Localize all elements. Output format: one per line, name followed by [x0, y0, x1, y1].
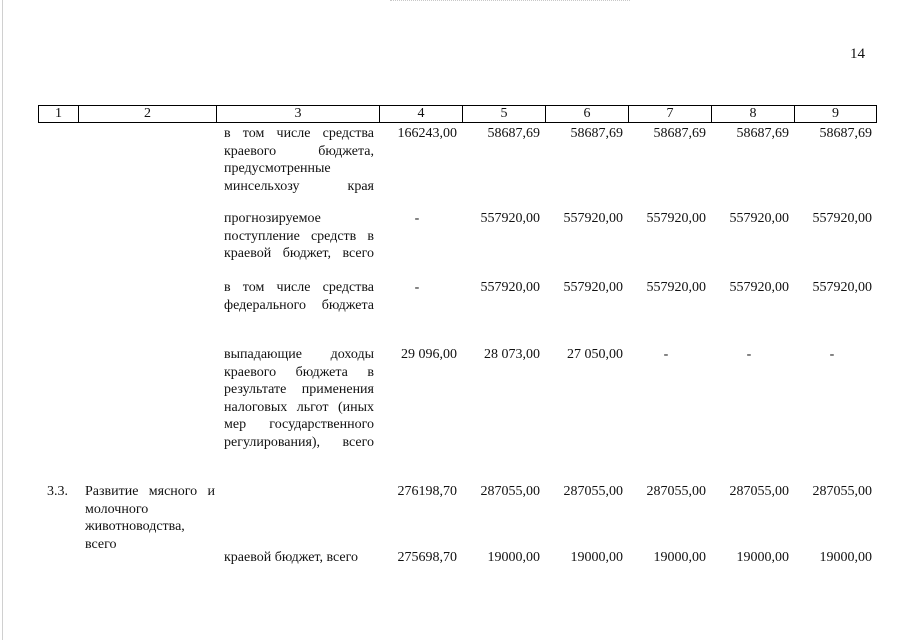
- row-description: в том числе средства краевого бюджета, предусмотренные минсельхозу края: [224, 126, 374, 194]
- row-value-col7: 58687,69: [653, 126, 706, 141]
- row-value-col8: 287055,00: [729, 484, 789, 499]
- row-value-col4: 276198,70: [397, 484, 457, 499]
- row-value-col6: 287055,00: [563, 484, 623, 499]
- row-value-col5: 28 073,00: [484, 347, 540, 362]
- page-number: 14: [850, 46, 865, 62]
- row-number: 3.3.: [47, 484, 68, 499]
- header-col-6: 6: [546, 106, 629, 123]
- row-value-col7: -: [663, 347, 669, 362]
- header-col-3: 3: [217, 106, 380, 123]
- row-value-col9: -: [829, 347, 835, 362]
- row-value-col9: 19000,00: [819, 550, 872, 565]
- row-description: прогнозируемое поступление средств в краевой бюджет, всего: [224, 211, 374, 261]
- row-value-col6: 557920,00: [563, 280, 623, 295]
- row-value-col7: 287055,00: [646, 484, 706, 499]
- row-value-col7: 557920,00: [646, 280, 706, 295]
- row-value-col6: 557920,00: [563, 211, 623, 226]
- row-value-col7: 19000,00: [653, 550, 706, 565]
- scan-margin-line: [2, 0, 3, 640]
- row-value-col4: 275698,70: [397, 550, 457, 565]
- row-value-col9: 557920,00: [812, 211, 872, 226]
- row-title: Развитие мясного и молочного животноводства, всего: [85, 484, 215, 552]
- header-col-5: 5: [463, 106, 546, 123]
- row-value-col7: 557920,00: [646, 211, 706, 226]
- row-value-col4: 29 096,00: [401, 347, 457, 362]
- column-number-header: [38, 105, 877, 123]
- header-col-2: 2: [79, 106, 217, 123]
- row-value-col9: 287055,00: [812, 484, 872, 499]
- row-value-col4: -: [414, 211, 420, 226]
- row-value-col8: 557920,00: [729, 211, 789, 226]
- row-value-col5: 58687,69: [487, 126, 540, 141]
- row-value-col5: 19000,00: [487, 550, 540, 565]
- row-description: выпадающие доходы краевого бюджета в результате применения налоговых льгот (иных мер государственного регулирования), всего: [224, 347, 374, 450]
- header-col-1: 1: [39, 106, 79, 123]
- row-value-col8: -: [746, 347, 752, 362]
- row-value-col4: -: [414, 280, 420, 295]
- row-value-col6: 27 050,00: [567, 347, 623, 362]
- row-description: в том числе средства федерального бюджета: [224, 280, 374, 313]
- row-value-col8: 557920,00: [729, 280, 789, 295]
- row-value-col5: 557920,00: [480, 211, 540, 226]
- header-col-9: 9: [795, 106, 877, 123]
- row-value-col5: 287055,00: [480, 484, 540, 499]
- scan-artifact: [390, 0, 630, 4]
- row-value-col9: 58687,69: [819, 126, 872, 141]
- row-value-col8: 58687,69: [736, 126, 789, 141]
- header-col-7: 7: [629, 106, 712, 123]
- header-col-8: 8: [712, 106, 795, 123]
- row-description: краевой бюджет, всего: [224, 550, 359, 565]
- row-value-col8: 19000,00: [736, 550, 789, 565]
- row-value-col6: 58687,69: [570, 126, 623, 141]
- row-value-col4: 166243,00: [397, 126, 457, 141]
- row-value-col6: 19000,00: [570, 550, 623, 565]
- row-value-col9: 557920,00: [812, 280, 872, 295]
- header-col-4: 4: [380, 106, 463, 123]
- row-value-col5: 557920,00: [480, 280, 540, 295]
